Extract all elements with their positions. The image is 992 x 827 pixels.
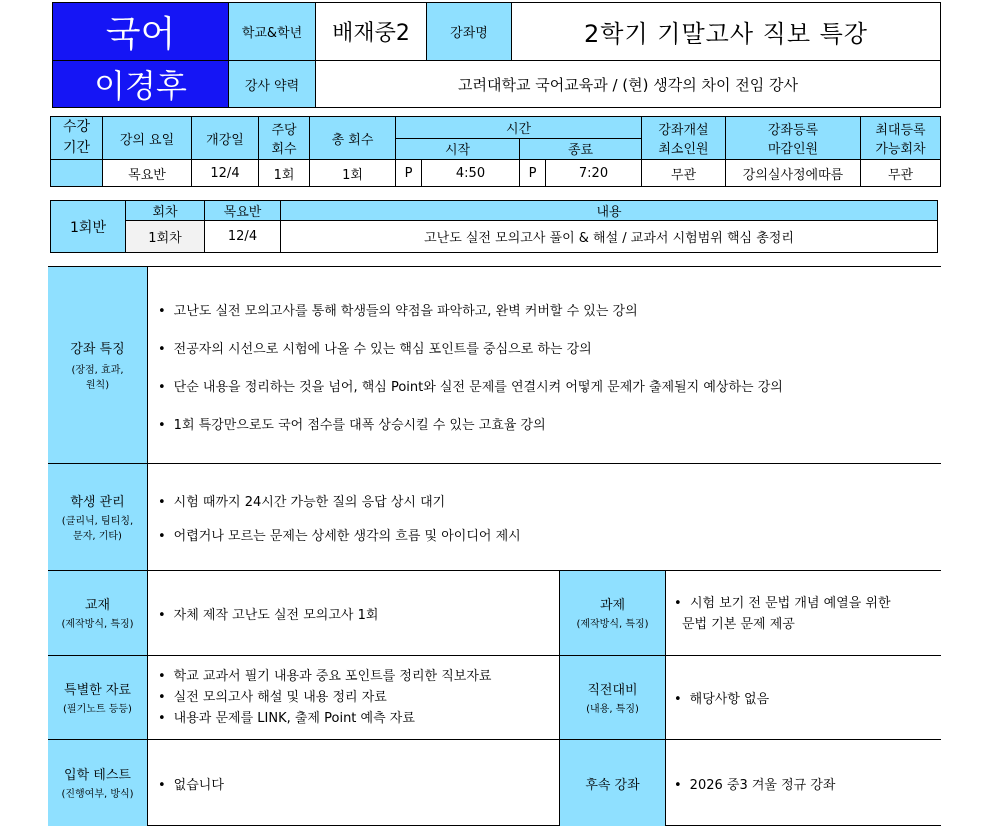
- deadline-value: 강의실사정에따름: [726, 160, 861, 187]
- prep-label: 직전대비 (내용, 특징): [559, 656, 666, 740]
- entrance-content: [148, 740, 559, 826]
- round-value: 1회차: [126, 221, 205, 253]
- session-label: 1회반: [51, 201, 126, 253]
- entrance-item: • 없습니다: [158, 774, 224, 793]
- homework-line: 문법 기본 문제 제공: [682, 617, 795, 632]
- content-header: 내용: [281, 201, 938, 221]
- teacher-name: 이경후: [52, 60, 229, 108]
- max-value: 무관: [861, 160, 941, 187]
- feature-item: • 고난도 실전 모의고사를 통해 학생들의 약점을 파악하고, 완벽 커버할 수 있는 강의: [158, 300, 941, 319]
- feature-item: • 전공자의 시선으로 시험에 나올 수 있는 핵심 포인트를 중심으로 하는 강의: [158, 338, 941, 357]
- period-label-fill: [51, 160, 103, 187]
- materials-label: 특별한 자료 (필기노트 등등): [48, 656, 148, 740]
- day-value: 목요반: [103, 160, 192, 187]
- prep-item: • 해당사항 없음: [674, 688, 769, 707]
- feature-item: • 1회 특강만으로도 국어 점수를 대폭 상승시킬 수 있는 고효율 강의: [158, 414, 941, 433]
- total-header: 총 회수: [310, 117, 396, 160]
- textbook-label: 교재 (제작방식, 특징): [48, 571, 148, 656]
- time-start-header: 시작: [396, 138, 520, 160]
- textbook-content: [148, 571, 559, 656]
- content-value: 고난도 실전 모의고사 풀이 & 해설 / 교과서 시험범위 핵심 총정리: [281, 221, 938, 253]
- features-content: [148, 267, 941, 464]
- weekly-value: 1회: [259, 160, 310, 187]
- course-title: 2학기 기말고사 직보 특강: [511, 2, 941, 61]
- subject-label: 국어: [52, 2, 229, 61]
- course-label: 강좌명: [426, 2, 512, 61]
- start-time: 4:50: [422, 160, 520, 187]
- school-label: 학교&학년: [228, 2, 316, 61]
- max-header: 최대등록 가능회차: [861, 117, 941, 160]
- management-content: [148, 464, 941, 571]
- followup-item: • 2026 중3 겨울 정규 강좌: [674, 774, 835, 793]
- deadline-header: 강좌등록 마감인원: [726, 117, 861, 160]
- period-table: [50, 116, 941, 187]
- materials-content: [148, 656, 559, 740]
- session-table: [50, 200, 938, 253]
- start-header: 개강일: [192, 117, 259, 160]
- time-end-header: 종료: [520, 138, 642, 160]
- weekly-header: 주당 회수: [259, 117, 310, 160]
- total-value: 1회: [310, 160, 396, 187]
- entrance-label: 입학 테스트 (진행여부, 방식): [48, 740, 148, 826]
- prep-content: [666, 656, 941, 740]
- materials-item: • 실전 모의고사 해설 및 내용 정리 자료: [158, 687, 559, 708]
- school-value: 배재중2: [315, 2, 427, 61]
- date-value: 12/4: [205, 221, 281, 253]
- round-header: 회차: [126, 201, 205, 221]
- period-label: 수강 기간: [51, 117, 103, 160]
- homework-line: • 시험 보기 전 문법 개념 예열을 위한: [674, 596, 891, 611]
- end-time: 7:20: [546, 160, 642, 187]
- min-header: 강좌개설 최소인원: [642, 117, 726, 160]
- time-header: 시간: [396, 117, 642, 139]
- end-ampm: P: [520, 160, 546, 187]
- management-item: • 어렵거나 모르는 문제는 상세한 생각의 흐름 및 아이디어 제시: [158, 525, 941, 544]
- followup-content: [666, 740, 941, 826]
- feature-item: • 단순 내용을 정리하는 것을 넘어, 핵심 Point와 실전 문제를 연결시켜 어떻게 문제가 출제될지 예상하는 강의: [158, 376, 941, 395]
- management-item: • 시험 때까지 24시간 가능한 질의 응답 상시 대기: [158, 491, 941, 510]
- class-header: 목요반: [205, 201, 281, 221]
- management-label: 학생 관리 (클리닉, 팀티칭, 문자, 기타): [48, 464, 148, 571]
- min-value: 무관: [642, 160, 726, 187]
- features-label: 강좌 특징 (장점, 효과, 원칙): [48, 267, 148, 464]
- day-header: 강의 요일: [103, 117, 192, 160]
- homework-label: 과제 (제작방식, 특징): [559, 571, 666, 656]
- bio-value: 고려대학교 국어교육과 / (현) 생각의 차이 전임 강사: [315, 60, 941, 108]
- followup-label: 후속 강좌: [559, 740, 666, 826]
- textbook-item: • 자체 제작 고난도 실전 모의고사 1회: [158, 604, 378, 623]
- start-value: 12/4: [192, 160, 259, 187]
- start-ampm: P: [396, 160, 422, 187]
- bio-label: 강사 약력: [228, 60, 316, 108]
- homework-content: [666, 571, 941, 656]
- materials-item: • 학교 교과서 필기 내용과 중요 포인트를 정리한 직보자료: [158, 666, 559, 687]
- materials-item: • 내용과 문제를 LINK, 출제 Point 예측 자료: [158, 708, 559, 729]
